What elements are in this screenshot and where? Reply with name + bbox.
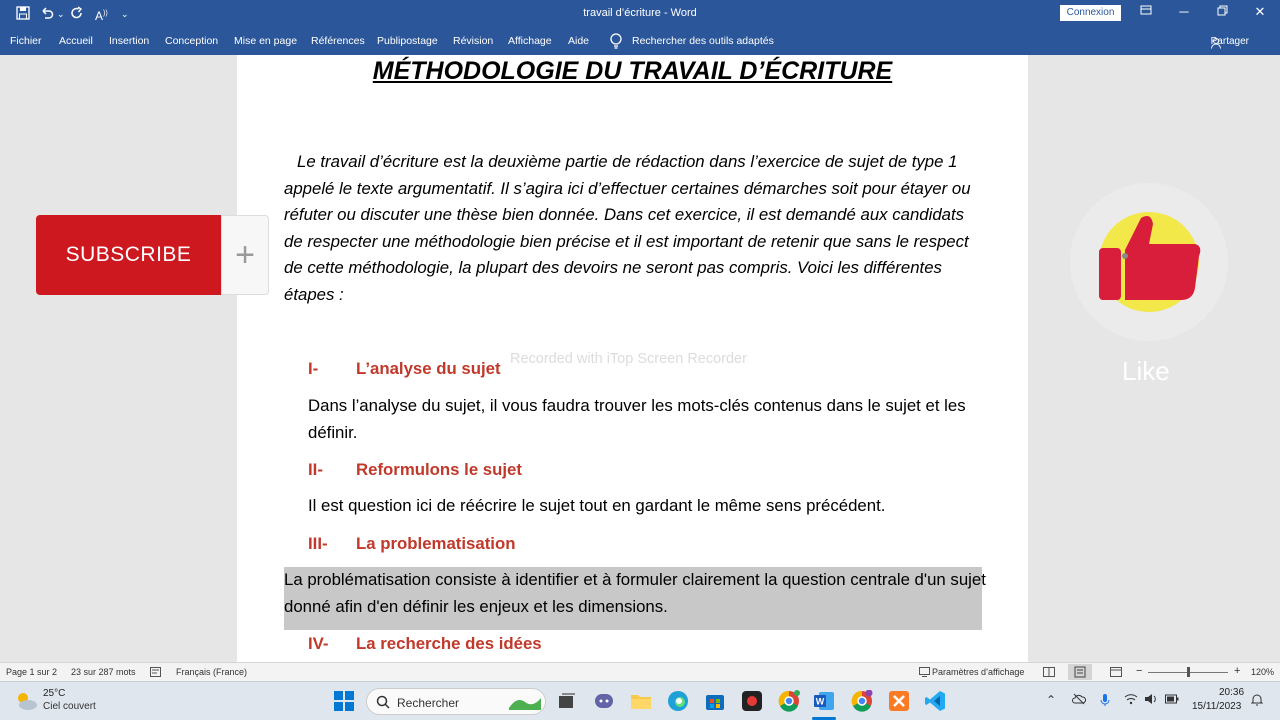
plus-icon[interactable]: +	[221, 215, 269, 295]
recorder-watermark: Recorded with iTop Screen Recorder	[510, 351, 747, 367]
display-settings-icon[interactable]	[919, 667, 930, 679]
taskbar-search[interactable]	[366, 688, 546, 715]
zoom-level[interactable]: 120%	[1251, 667, 1275, 677]
search-highlight-icon	[507, 692, 543, 717]
tab-conception[interactable]: Conception	[165, 35, 219, 47]
chrome-icon[interactable]	[778, 690, 800, 712]
maximize-icon[interactable]	[1211, 4, 1233, 19]
wifi-icon[interactable]	[1124, 693, 1138, 708]
word-app-icon[interactable]	[813, 690, 835, 712]
file-explorer-icon[interactable]	[630, 690, 652, 712]
task-view-icon[interactable]	[556, 690, 578, 712]
search-placeholder: Rechercher	[397, 696, 460, 710]
proofing-icon[interactable]	[150, 667, 161, 679]
cloudy-weather-icon[interactable]	[14, 690, 38, 712]
windows-start-icon[interactable]	[333, 690, 355, 712]
weather-description[interactable]: Ciel couvert	[43, 701, 96, 712]
zoom-slider-thumb[interactable]	[1187, 667, 1190, 677]
taskbar	[0, 681, 1280, 720]
notifications-icon[interactable]	[1251, 693, 1263, 709]
word-count[interactable]: 23 sur 287 mots	[71, 667, 136, 677]
subscribe-overlay[interactable]	[36, 215, 269, 295]
document-canvas[interactable]	[0, 55, 1280, 662]
print-layout-icon[interactable]	[1068, 664, 1092, 680]
section-body: Dans l’analyse du sujet, il vous faudra trouver les mots-clés contenus dans le sujet et les définir.	[308, 396, 966, 442]
tab-accueil[interactable]: Accueil	[59, 35, 93, 47]
section-number: II-	[308, 460, 323, 479]
teams-chat-icon[interactable]	[593, 690, 615, 712]
tab-insertion[interactable]: Insertion	[109, 35, 150, 47]
zoom-out-icon[interactable]: −	[1136, 665, 1143, 677]
svg-text:W: W	[815, 696, 825, 707]
clock-date[interactable]: 15/11/2023	[1192, 701, 1242, 712]
tab-revision[interactable]: Révision	[453, 35, 494, 47]
document-page[interactable]	[237, 55, 1028, 662]
display-settings[interactable]: Paramètres d’affichage	[932, 667, 1025, 677]
undo-dropdown-icon[interactable]: ⌄	[57, 9, 65, 19]
page-indicator[interactable]: Page 1 sur 2	[6, 667, 58, 677]
screen-recorder-icon[interactable]	[741, 690, 763, 712]
read-aloud-icon[interactable]: A))	[95, 9, 108, 23]
document-heading: MÉTHODOLOGIE DU TRAVAIL D’ÉCRITURE	[372, 57, 893, 85]
section-title: La problematisation	[356, 534, 516, 553]
tab-publipostage[interactable]: Publipostage	[377, 35, 438, 47]
title-bar	[0, 0, 1280, 28]
status-bar	[0, 662, 1280, 681]
section-number: IV-	[308, 634, 329, 653]
tab-references[interactable]: Références	[311, 35, 365, 47]
share-button[interactable]: Partager	[1210, 36, 1249, 47]
weather-temperature[interactable]: 25°C	[43, 688, 66, 699]
language-indicator[interactable]: Français (France)	[176, 667, 248, 677]
web-layout-icon[interactable]	[1110, 667, 1122, 679]
microsoft-store-icon[interactable]	[704, 690, 726, 712]
selected-paragraph[interactable]: La problématisation consiste à identifier et à formuler clairement la question centrale d'un sujet donné afin d'en définir les enjeux et les dimensions.	[284, 570, 986, 616]
section-number: III-	[308, 534, 328, 553]
search-icon	[376, 695, 390, 709]
sign-in-button[interactable]: Connexion	[1060, 5, 1121, 21]
like-label: Like	[1122, 356, 1170, 386]
clock-time[interactable]: 20:36	[1219, 687, 1245, 698]
close-icon[interactable]: ✕	[1254, 4, 1266, 19]
tab-fichier[interactable]: Fichier	[10, 35, 42, 47]
xampp-icon[interactable]	[888, 690, 910, 712]
tell-me-search[interactable]: Rechercher des outils adaptés	[632, 35, 774, 47]
chrome-profile-icon[interactable]	[851, 690, 873, 712]
chevron-up-icon[interactable]: ⌃	[1046, 693, 1057, 707]
intro-paragraph: Le travail d’écriture est la deuxième partie de rédaction dans l’exercice de sujet de type 1 appelé le texte argumentatif. Il s’agira ici d’effectuer certaines démarches soit pour étayer ou réfuter ou discuter une thèse bien donnée. Dans cet exercice, il est demandé aux candidats de respecter une méthodologie bien précise et il est important de retenir que sans le respect de cette méthodologie, la plupart des devoirs ne seront pas compris. Voici les différentes étapes :	[284, 152, 971, 304]
vscode-icon[interactable]	[924, 690, 946, 712]
edge-browser-icon[interactable]	[667, 690, 689, 712]
subscribe-button[interactable]: SUBSCRIBE	[36, 215, 221, 295]
minimize-icon[interactable]: ─	[1179, 4, 1189, 19]
window-title: travail d’écriture - Word	[583, 7, 697, 19]
customize-toolbar-icon[interactable]: ⌄	[121, 9, 129, 19]
ribbon-tabs	[0, 28, 1280, 55]
section-title: La recherche des idées	[356, 634, 542, 653]
microphone-icon[interactable]	[1100, 693, 1110, 710]
tab-mise-en-page[interactable]: Mise en page	[234, 35, 298, 47]
thumbs-up-icon[interactable]	[1095, 210, 1205, 320]
cloud-sync-icon[interactable]	[1072, 693, 1086, 708]
section-title: L’analyse du sujet	[356, 359, 501, 378]
read-mode-icon[interactable]	[1043, 667, 1055, 679]
ribbon-display-icon[interactable]	[1135, 4, 1157, 19]
lightbulb-icon[interactable]	[609, 32, 623, 50]
zoom-in-icon[interactable]: +	[1234, 665, 1241, 677]
section-number: I-	[308, 359, 319, 378]
volume-icon[interactable]	[1144, 693, 1158, 708]
tab-aide[interactable]: Aide	[568, 35, 590, 47]
battery-icon[interactable]	[1165, 693, 1179, 707]
section-title: Reformulons le sujet	[356, 460, 522, 479]
tab-affichage[interactable]: Affichage	[508, 35, 552, 47]
section-body: Il est question ici de réécrire le sujet tout en gardant le même sens précédent.	[308, 496, 886, 515]
